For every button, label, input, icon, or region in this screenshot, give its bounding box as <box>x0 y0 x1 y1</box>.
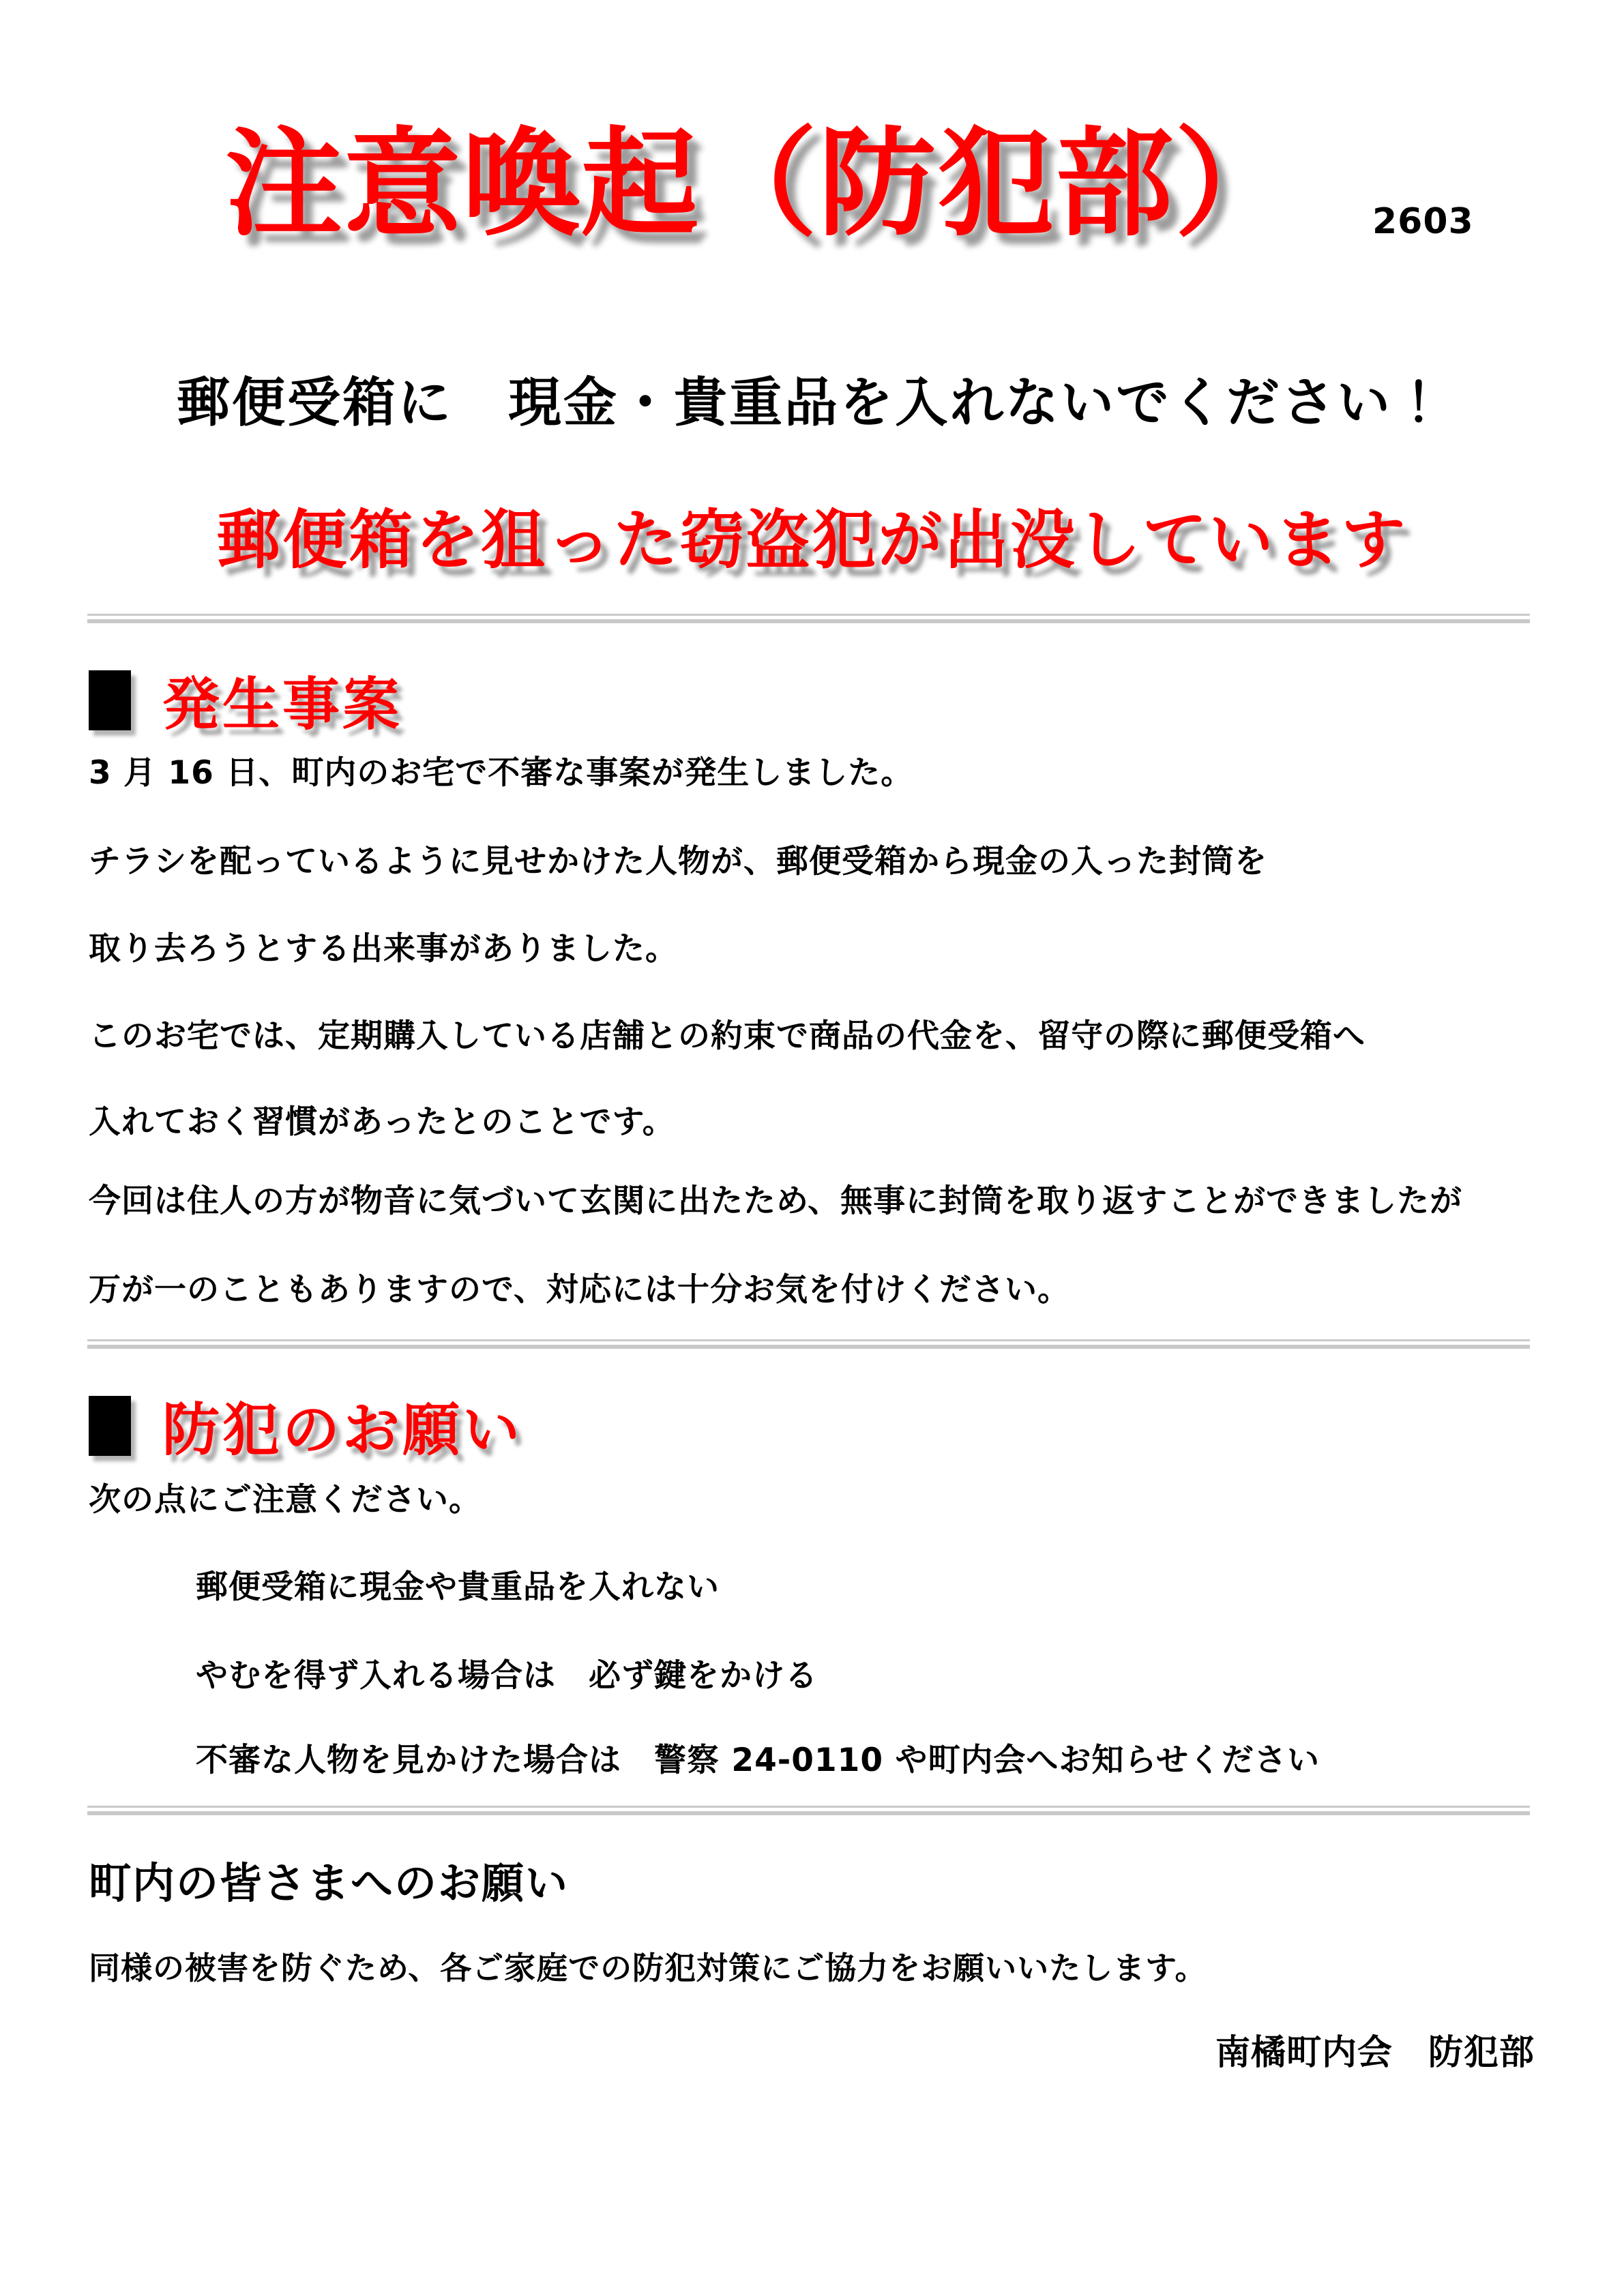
incident-paragraph: 入れておく習慣があったとのことです。 <box>89 1103 675 1141</box>
incident-paragraph: 取り去ろうとする出来事がありました。 <box>89 930 678 968</box>
caution-item: 不審な人物を見かけた場合は 警察 24-0110 や町内会へお知らせください <box>196 1742 1320 1779</box>
section-residents-heading: 町内の皆さまへのお願い <box>89 1858 570 1908</box>
divider <box>87 614 1530 623</box>
section-incident-label: 発生事案 <box>162 671 403 738</box>
warning-headline: 郵便箱を狙った窃盗犯が出没しています <box>216 503 1408 578</box>
section-request-heading <box>89 1384 522 1467</box>
incident-paragraph: 万が一のこともありますので、対応には十分お気を付けください。 <box>89 1271 1071 1309</box>
caution-item: 郵便受箱に現金や貴重品を入れない <box>196 1568 720 1606</box>
caution-item: やむを得ず入れる場合は 必ず鍵をかける <box>196 1657 818 1695</box>
incident-paragraph: チラシを配っているように見せかけた人物が、郵便受箱から現金の入った封筒を <box>89 843 1267 880</box>
divider <box>87 1339 1530 1349</box>
doc-number: 2603 <box>1372 201 1474 242</box>
section-request-label: 防犯のお願い <box>162 1397 523 1463</box>
incident-paragraph: 今回は住人の方が物音に気づいて玄関に出たため、無事に封筒を取り返すことができましたが <box>89 1182 1463 1220</box>
subtitle: 郵便受箱に 現金・貴重品を入れないでください！ <box>176 372 1447 434</box>
black-square-icon <box>89 670 131 730</box>
incident-paragraph: このお宅では、定期購入している店舗との約束で商品の代金を、留守の際に郵便受箱へ <box>89 1017 1365 1055</box>
divider <box>87 1806 1530 1815</box>
request-intro: 次の点にご注意ください。 <box>89 1481 482 1519</box>
page-title: 注意喚起（防犯部） <box>225 115 1293 252</box>
black-square-icon <box>89 1396 131 1456</box>
signature: 南橘町内会 防犯部 <box>1215 2033 1535 2073</box>
residents-body: 同様の被害を防ぐため、各ご家庭での防犯対策にご協力をお願いいたします。 <box>89 1950 1207 1986</box>
incident-paragraph: 3 月 16 日、町内のお宅で不審な事案が発生しました。 <box>89 754 914 792</box>
section-incident-heading <box>89 659 402 741</box>
